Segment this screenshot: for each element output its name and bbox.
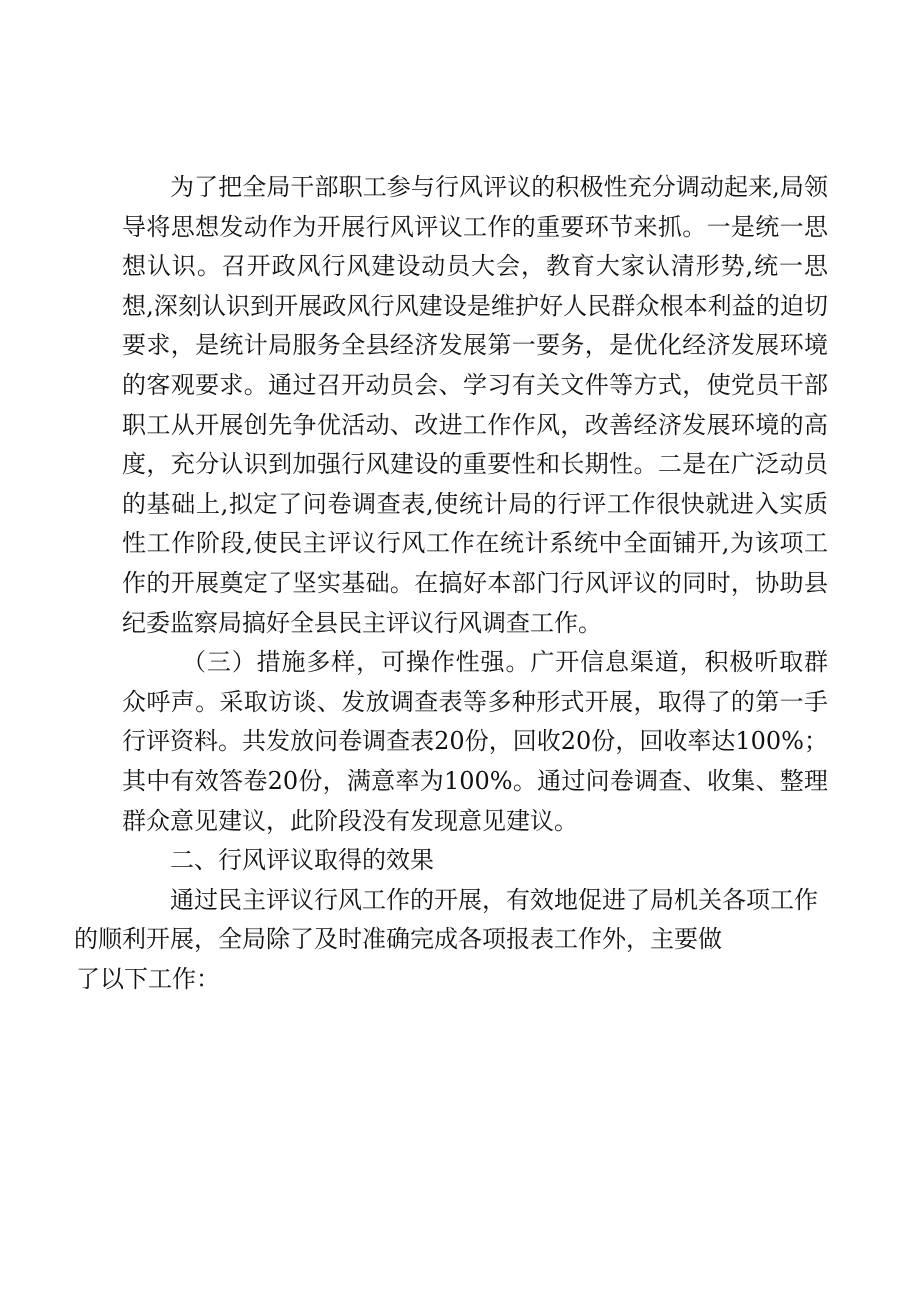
document-body	[74, 168, 828, 999]
paragraph-results-line-2: 的顺利开展，全局除了及时准确完成各项报表工作外，主要做	[74, 925, 722, 954]
paragraph-mobilization: 为了把全局干部职工参与行风评议的积极性充分调动起来,局领导将思想发动作为开展行风评议工作的重要环节来抓。一是统一思想认识。召开政风行风建设动员大会，教育大家认清形势,统一思想,深刻认识到开展政风行风建设是维护好人民群众根本利益的迫切要求，是统计局服务全县经济发展第一要务，是优化经济发展环境的客观要求。通过召开动员会、学习有关文件等方式，使党员干部职工从开展创先争优活动、改进工作作风，改善经济发展环境的高度，充分认识到加强行风建设的重要性和长期性。二是在广泛动员的基础上,拟定了问卷调查表,使统计局的行评工作很快就进入实质性工作阶段,使民主评议行风工作在统计系统中全面铺开,为该项工作的开展奠定了坚实基础。在搞好本部门行风评议的同时，协助县纪委监察局搞好全县民主评议行风调查工作。	[122, 173, 828, 637]
paragraph-results-line-3: 了以下工作：	[76, 964, 220, 993]
paragraph-results-line-1: 通过民主评议行风工作的开展，有效地促进了局机关各项工作	[170, 885, 818, 914]
paragraph-measures: （三）措施多样，可操作性强。广开信息渠道，积极听取群众呼声。采取访谈、发放调查表等多种形式开展，取得了的第一手行评资料。共发放问卷调查表20份，回收20份，回收率达100%；其中有效答卷20份，满意率为100%。通过问卷调查、收集、整理群众意见建议，此阶段没有发现意见建议。	[122, 648, 828, 835]
section-heading-effects: 二、行风评议取得的效果	[170, 846, 434, 875]
paragraph-results	[74, 881, 828, 1000]
